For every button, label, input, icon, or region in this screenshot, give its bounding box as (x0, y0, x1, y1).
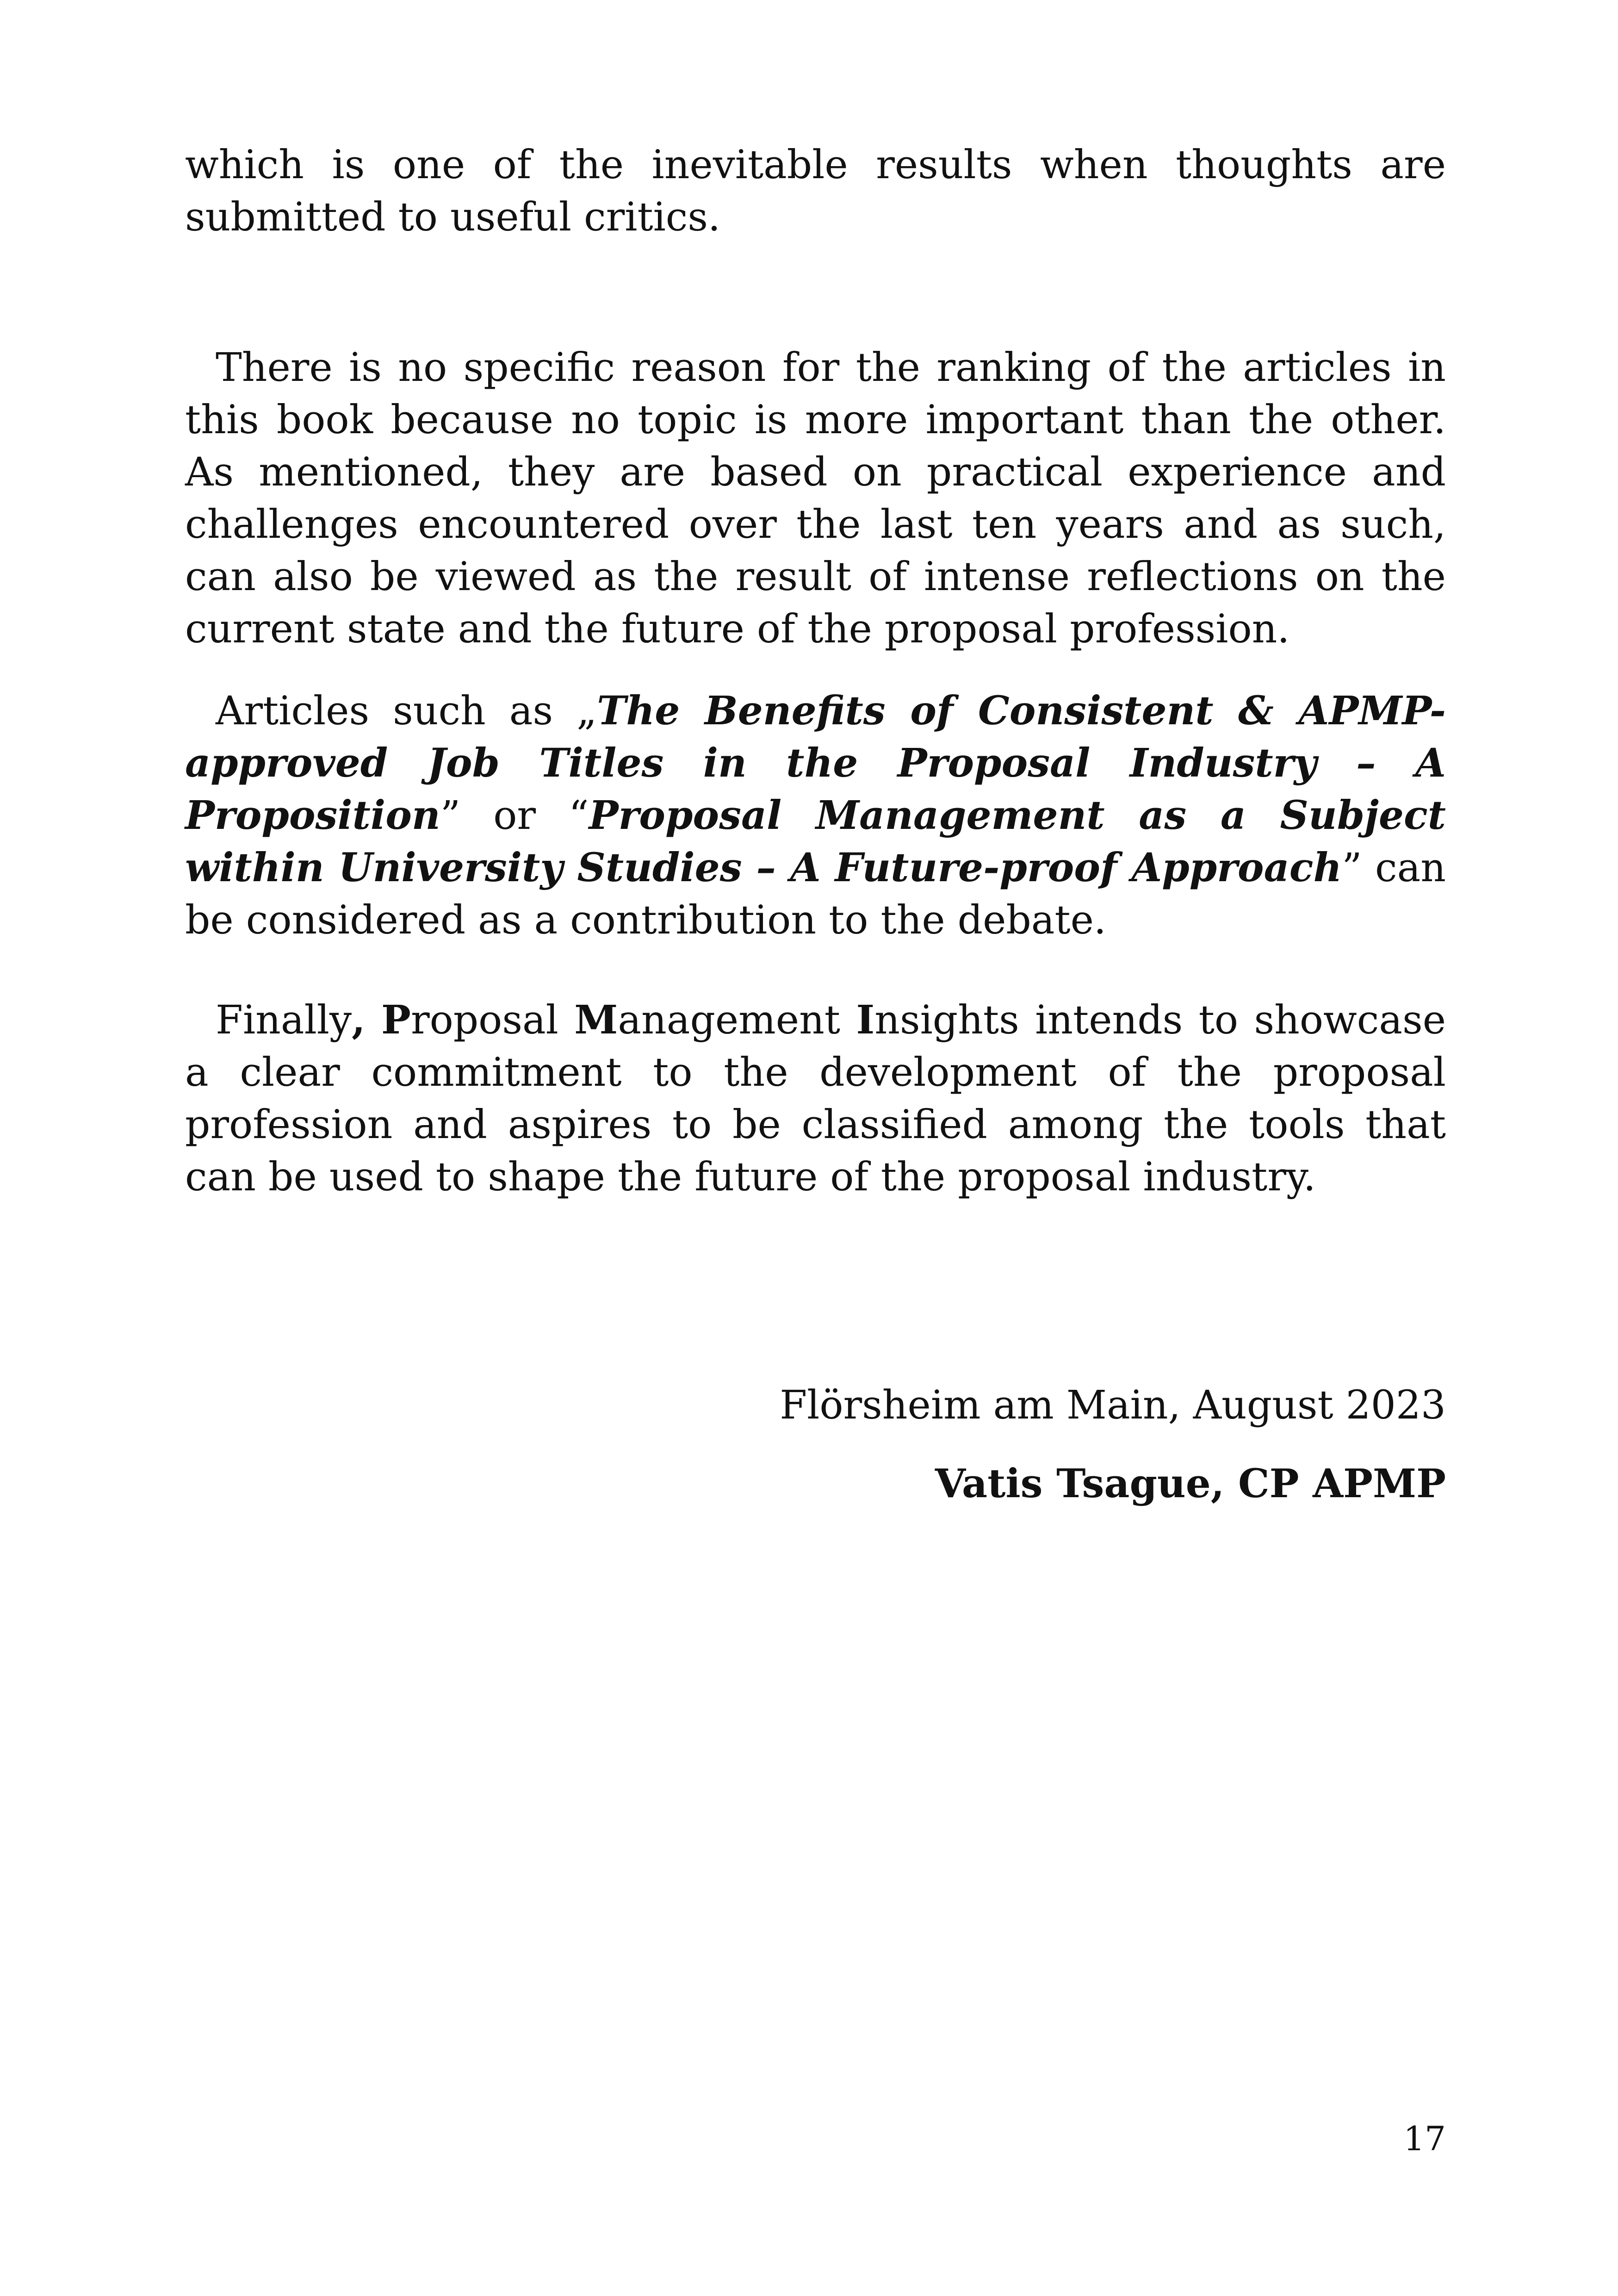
text-run: anagement (618, 997, 856, 1043)
page-number: 17 (1403, 2119, 1446, 2158)
paragraph-articles (185, 685, 1446, 946)
initial-letter-i: I (856, 997, 875, 1043)
paragraph-continuation (185, 139, 1446, 243)
signature-author: Vatis Tsague, CP APMP (935, 1461, 1446, 1507)
bold-comma: , (351, 997, 366, 1043)
text-run: roposal (410, 997, 575, 1043)
text-run: nsights intends to showcase a clear commitment to the development of the proposal profession and aspires to be classified among the tools that can be used to shape the future of the proposal industry. (185, 997, 1446, 1200)
initial-letter-m: M (574, 997, 618, 1043)
paragraph-ranking (185, 342, 1446, 655)
close-quote: ” (1342, 845, 1362, 891)
paragraph-finally (185, 994, 1446, 1203)
paragraph-text (185, 685, 1446, 946)
open-quote: „ (577, 688, 597, 734)
initial-letter-p: P (381, 997, 411, 1043)
text-run: or “ (460, 793, 589, 839)
paragraph-text (185, 994, 1446, 1203)
paragraph-text: which is one of the inevitable results when thoughts are submitted to useful critics. (185, 142, 1446, 240)
text-run: Finally (216, 997, 352, 1043)
text-run: can be considered as a contribution to the debate. (185, 845, 1446, 943)
article-title-job-titles: The Benefits of Consistent & APMP-approved Job Titles in the Proposal Industry – A Proposition (185, 688, 1446, 839)
text-run: Articles such as (216, 688, 577, 734)
close-quote: ” (440, 793, 461, 839)
article-title-university-studies: Proposal Management as a Subject within University Studies – A Future-proof Approach (185, 792, 1446, 891)
paragraph-text: There is no specific reason for the ranking of the articles in this book because no topic is more important than the other. As mentioned, they are based on practical experience and challenges encountered over the last ten years and as such, can also be viewed as the result of intense reflections on the current state and the future of the proposal profession. (185, 345, 1446, 652)
signature-place-date: Flörsheim am Main, August 2023 (780, 1382, 1446, 1428)
